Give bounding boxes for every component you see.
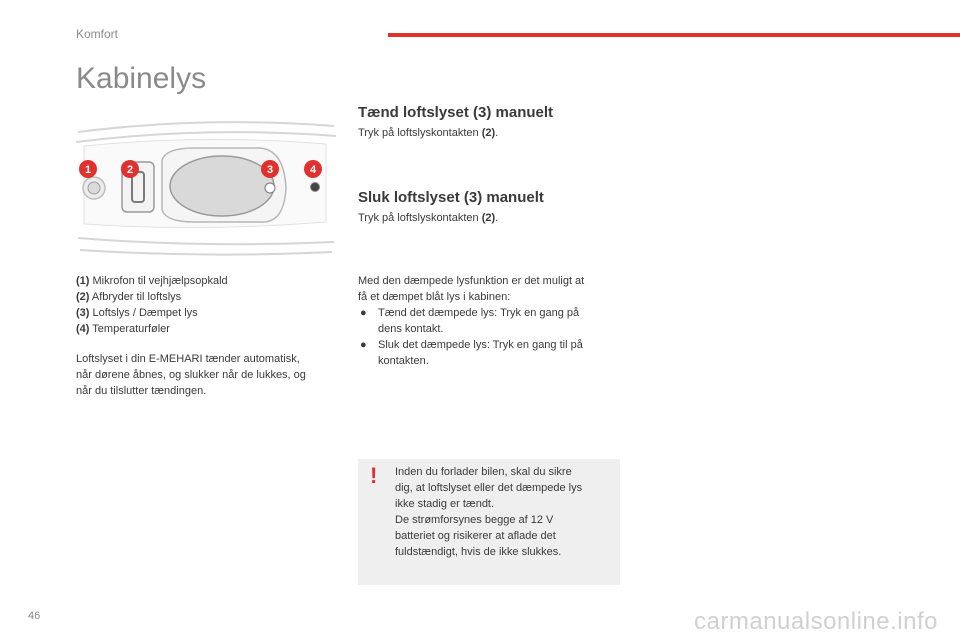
component-legend <box>76 273 228 337</box>
section-label: Komfort <box>76 27 119 41</box>
page-title: Kabinelys <box>76 62 207 95</box>
svg-text:4: 4 <box>309 164 317 176</box>
callout-4 <box>304 160 322 178</box>
warning-box <box>358 459 620 585</box>
bullet-icon: ● <box>360 339 367 351</box>
legend-item: (1) Mikrofon til vejhjælpsopkald <box>76 275 228 287</box>
instruction-turn-on: Tryk på loftslyskontakten (2). <box>358 127 499 139</box>
ceiling-lamp-icon <box>162 148 286 222</box>
warning-text: Inden du forlader bilen, skal du sikre dig, at loftslyset eller det dæmpede lys ikke stadig er tændt. De strømforsynes begge af 12 V batteriet og risikerer at aflade det fuldstændigt, hvis de ikke slukkes. <box>395 466 583 558</box>
heading-turn-off-manually: Sluk loftslyset (3) manuelt <box>358 189 544 206</box>
legend-item: (4) Temperaturføler <box>76 323 170 335</box>
dimmed-light-block: Med den dæmpede lysfunktion er det muligt at få et dæmpet blåt lys i kabinen: ● Tænd det dæmpede lys: Tryk en gang på dens kontakt. ● Sluk det dæmpede lys: Tryk en gang til på kontakten. <box>358 273 628 369</box>
ceiling-light-illustration <box>74 112 336 260</box>
automatic-light-paragraph: Loftslyset i din E-MEHARI tænder automatisk, når dørene åbnes, og slukker når de lukkes, og når du tilslutter tændingen. <box>76 353 306 397</box>
legend-item: (3) Loftslys / Dæmpet lys <box>76 307 198 319</box>
watermark: carmanualsonline.info <box>694 608 938 635</box>
page-number: 46 <box>28 610 41 622</box>
instruction-turn-off: Tryk på loftslyskontakten (2). <box>358 212 499 224</box>
header-accent-rule <box>388 33 960 37</box>
svg-text:2: 2 <box>126 164 134 176</box>
bullet-item: ● Sluk det dæmpede lys: Tryk en gang til på kontakten. <box>360 339 583 367</box>
legend-item: (2) Afbryder til loftslys <box>76 291 182 303</box>
callout-2 <box>121 160 139 178</box>
microphone-icon <box>83 177 105 199</box>
svg-text:1: 1 <box>84 164 92 176</box>
temperature-sensor-icon <box>311 183 320 192</box>
bullet-icon: ● <box>360 307 367 319</box>
callout-1 <box>79 160 97 178</box>
svg-text:3: 3 <box>266 164 274 176</box>
callout-3 <box>261 160 279 178</box>
warning-icon: ! <box>370 463 378 488</box>
heading-turn-on-manually: Tænd loftslyset (3) manuelt <box>358 104 554 121</box>
bullet-item: ● Tænd det dæmpede lys: Tryk en gang på dens kontakt. <box>360 307 580 335</box>
